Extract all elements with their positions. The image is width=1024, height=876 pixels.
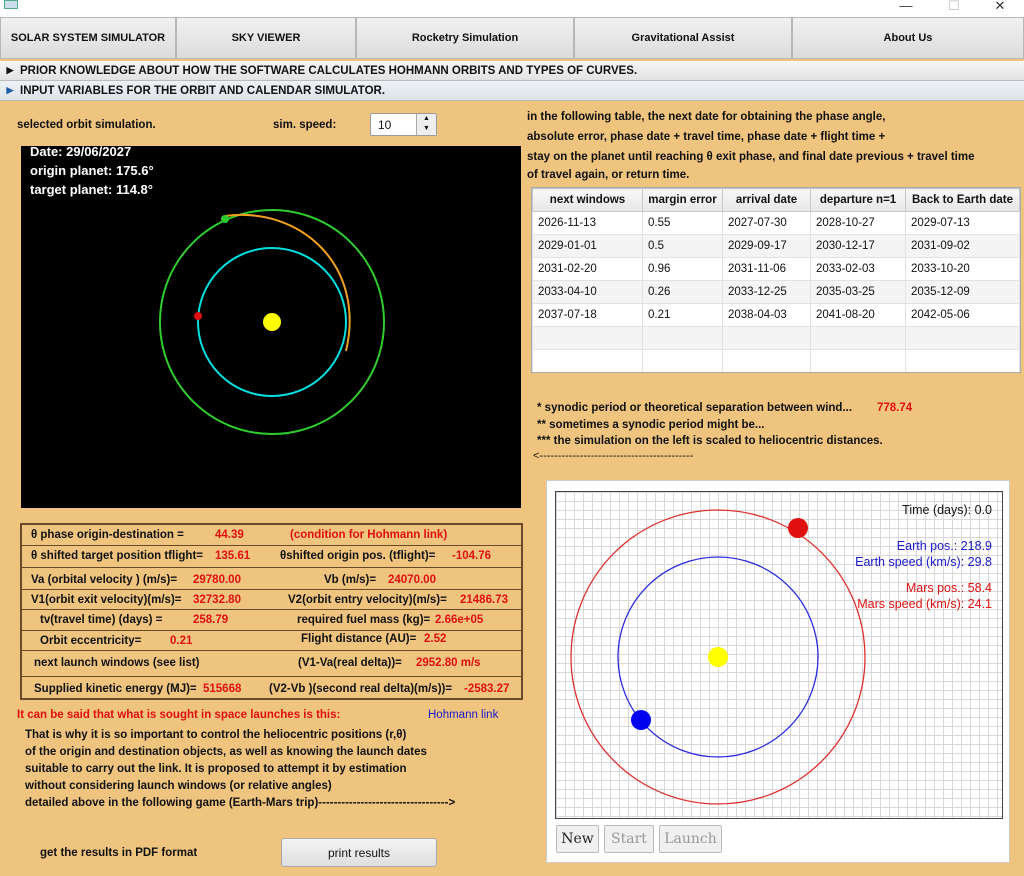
delta1-value: 2952.80 m/s [416, 657, 481, 669]
new-game-button[interactable]: New [556, 825, 599, 853]
column-header[interactable]: departure n=1 [811, 189, 906, 212]
sim-speed-value[interactable]: 10 [378, 118, 392, 132]
phase-value: 44.39 [215, 529, 244, 541]
table-cell: 2031-09-02 [906, 235, 1020, 258]
table-intro-line: of travel again, or return time. [527, 169, 690, 181]
sun [263, 313, 281, 331]
table-cell: 0.55 [643, 212, 723, 235]
pointer-arrow: <------------------------------------------ [533, 450, 694, 462]
table-cell: 0.5 [643, 235, 723, 258]
explanation-line: without considering launch windows (or relative angles) [25, 780, 332, 792]
synodic-note: * synodic period or theoretical separation between wind... [537, 402, 853, 414]
expand-arrow-icon: ▶ [6, 85, 14, 95]
kinetic-energy-value: 515668 [203, 683, 242, 695]
table-cell: 2035-03-25 [811, 281, 906, 304]
table-cell: 2030-12-17 [811, 235, 906, 258]
kinetic-energy-label: Supplied kinetic energy (MJ)= [34, 683, 197, 695]
table-intro-line: absolute error, phase date + travel time, phase date + flight time + [527, 131, 886, 143]
table-cell: 2031-02-20 [533, 258, 643, 281]
shifted-origin-value: -104.76 [452, 550, 492, 562]
print-results-button[interactable]: print results [281, 838, 437, 867]
earth-position: Earth pos.: 218.9 [896, 539, 992, 553]
shifted-target-value: 135.61 [215, 550, 251, 562]
explanation-line: detailed above in the following game (Earth-Mars trip)----------------------------------> [25, 797, 456, 809]
selected-orbit-label: selected orbit simulation. [17, 119, 156, 131]
tab-sky-viewer[interactable]: SKY VIEWER [176, 17, 356, 59]
shifted-target-label: θ shifted target position tflight= [31, 550, 204, 562]
table-cell: 0.21 [643, 304, 723, 327]
sim-speed-label: sim. speed: [273, 119, 337, 131]
title-bar [0, 0, 1024, 17]
delta2-label: (V2-Vb )(second real delta)(m/s))= [269, 683, 453, 695]
flight-distance-value: 2.52 [424, 633, 447, 645]
orbit-diagram [21, 146, 521, 508]
table-header-row [533, 189, 1020, 212]
table-cell: 2038-04-03 [723, 304, 811, 327]
earth-planet [631, 710, 651, 730]
table-row [533, 350, 1020, 373]
sim-date: Date: 29/06/2027 [30, 144, 132, 159]
sim-speed-spinner[interactable] [370, 113, 437, 136]
tv-label: tv(travel time) (days) = [40, 614, 163, 626]
next-launch-label: next launch windows (see list) [34, 657, 200, 669]
v1-value: 32732.80 [193, 594, 241, 606]
delta1-label: (V1-Va(real delta))= [298, 657, 402, 669]
v2-value: 21486.73 [460, 594, 508, 606]
expand-arrow-icon: ▶ [6, 65, 14, 75]
table-row [533, 327, 1020, 350]
results-row [22, 631, 521, 651]
mars-speed: Mars speed (km/s): 24.1 [857, 597, 992, 611]
app-icon [4, 0, 18, 9]
table-cell: 2029-01-01 [533, 235, 643, 258]
accordion-prior-knowledge-label: PRIOR KNOWLEDGE ABOUT HOW THE SOFTWARE CALCULATES HOHMANN ORBITS AND TYPES OF CURVES. [20, 64, 638, 77]
shifted-origin-label: θshifted origin pos. (tflight)= [280, 550, 436, 562]
mars-planet [788, 518, 808, 538]
target-planet-marker [221, 215, 229, 223]
explanation-line: That is why it is so important to control the heliocentric positions (r,θ) [25, 729, 407, 741]
table-cell: 2033-04-10 [533, 281, 643, 304]
launch-windows-table [531, 187, 1021, 373]
sought-heading: It can be said that what is sought in space launches is this: [17, 709, 341, 721]
table-row[interactable] [533, 212, 1020, 235]
results-row [22, 546, 521, 568]
results-panel [20, 523, 523, 700]
game-time: Time (days): 0.0 [902, 503, 992, 517]
sun [708, 647, 728, 667]
results-row [22, 525, 521, 546]
table-cell: 2029-09-17 [723, 235, 811, 258]
game-plot-area[interactable] [555, 491, 1003, 819]
va-value: 29780.00 [193, 574, 241, 586]
results-row [22, 568, 521, 590]
spinner-down-icon[interactable]: ▼ [423, 125, 430, 132]
hohmann-link[interactable]: Hohmann link [428, 709, 499, 721]
synodic-note-3: *** the simulation on the left is scaled to heliocentric distances. [537, 435, 883, 447]
table-cell: 2031-11-06 [723, 258, 811, 281]
table-cell: 2027-07-30 [723, 212, 811, 235]
fuel-label: required fuel mass (kg)= [297, 614, 431, 626]
synodic-note-2: ** sometimes a synodic period might be... [537, 419, 765, 431]
minimize-icon[interactable]: — [899, 0, 913, 13]
table-intro-line: in the following table, the next date for obtaining the phase angle, [527, 111, 886, 123]
orbit-simulation-canvas [21, 146, 521, 508]
table-cell: 0.26 [643, 281, 723, 304]
accordion-input-variables-label: INPUT VARIABLES FOR THE ORBIT AND CALENDAR SIMULATOR. [20, 84, 386, 97]
earth-mars-game [546, 480, 1010, 863]
accordion-input-variables[interactable] [0, 81, 1024, 101]
table-cell: 2042-05-06 [906, 304, 1020, 327]
delta2-value: -2583.27 [464, 683, 510, 695]
maximize-icon[interactable]: ☐ [948, 0, 960, 13]
table-cell: 2035-12-09 [906, 281, 1020, 304]
eccentricity-value: 0.21 [170, 635, 193, 647]
spinner-up-icon[interactable]: ▲ [423, 115, 430, 122]
phase-label: θ phase origin-destination = [31, 529, 184, 541]
table-row[interactable] [533, 235, 1020, 258]
results-row [22, 610, 521, 631]
origin-planet-angle: origin planet: 175.6° [30, 163, 154, 178]
close-icon[interactable]: ✕ [994, 0, 1006, 13]
phase-note: (condition for Hohmann link) [290, 529, 448, 541]
main-tab-bar [0, 17, 1024, 59]
tab-gravitational-assist[interactable]: Gravitational Assist [574, 17, 792, 59]
results-row [22, 651, 521, 677]
pdf-label: get the results in PDF format [40, 847, 198, 859]
v1-label: V1(orbit exit velocity)(m/s)= [31, 594, 182, 606]
vb-value: 24070.00 [388, 574, 436, 586]
table-cell: 2037-07-18 [533, 304, 643, 327]
results-row [22, 677, 521, 698]
table-cell: 0.96 [643, 258, 723, 281]
table-cell: 2029-07-13 [906, 212, 1020, 235]
earth-speed: Earth speed (km/s): 29.8 [855, 555, 992, 569]
origin-planet-marker [194, 312, 202, 320]
column-header[interactable]: Back to Earth date [906, 189, 1020, 212]
column-header[interactable]: margin error [643, 189, 723, 212]
table-cell: 2041-08-20 [811, 304, 906, 327]
launch-button[interactable]: Launch [659, 825, 722, 853]
table-cell: 2033-12-25 [723, 281, 811, 304]
tv-value: 258.79 [193, 614, 229, 626]
synodic-value: 778.74 [877, 402, 913, 414]
mars-position: Mars pos.: 58.4 [905, 581, 992, 595]
flight-distance-label: Flight distance (AU)= [301, 633, 417, 645]
table-row[interactable] [533, 258, 1020, 281]
accordion-prior-knowledge[interactable] [0, 61, 1024, 81]
table-cell: 2026-11-13 [533, 212, 643, 235]
explanation-line: of the origin and destination objects, as well as knowing the launch dates [25, 746, 427, 758]
table-cell: 2028-10-27 [811, 212, 906, 235]
table-row[interactable] [533, 304, 1020, 327]
vb-label: Vb (m/s)= [324, 574, 377, 586]
transfer-orbit [225, 215, 350, 351]
column-header[interactable]: arrival date [723, 189, 811, 212]
table-cell: 2033-02-03 [811, 258, 906, 281]
table-row[interactable] [533, 281, 1020, 304]
results-row [22, 590, 521, 610]
va-label: Va (orbital velocity ) (m/s)= [31, 574, 178, 586]
target-planet-angle: target planet: 114.8° [30, 182, 153, 197]
column-header[interactable]: next windows [533, 189, 643, 212]
start-button[interactable]: Start [604, 825, 654, 853]
v2-label: V2(orbit entry velocity)(m/s)= [288, 594, 447, 606]
table-intro-line: stay on the planet until reaching θ exit phase, and final date previous + travel time [527, 151, 975, 163]
fuel-value: 2.66e+05 [435, 614, 484, 626]
eccentricity-label: Orbit eccentricity= [40, 635, 142, 647]
explanation-line: suitable to carry out the link. It is proposed to attempt it by estimation [25, 763, 407, 775]
tab-rocketry-simulation[interactable]: Rocketry Simulation [356, 17, 574, 59]
tab-solar-system-simulator[interactable]: SOLAR SYSTEM SIMULATOR [0, 17, 176, 59]
table-cell: 2033-10-20 [906, 258, 1020, 281]
tab-about-us[interactable]: About Us [792, 17, 1024, 59]
